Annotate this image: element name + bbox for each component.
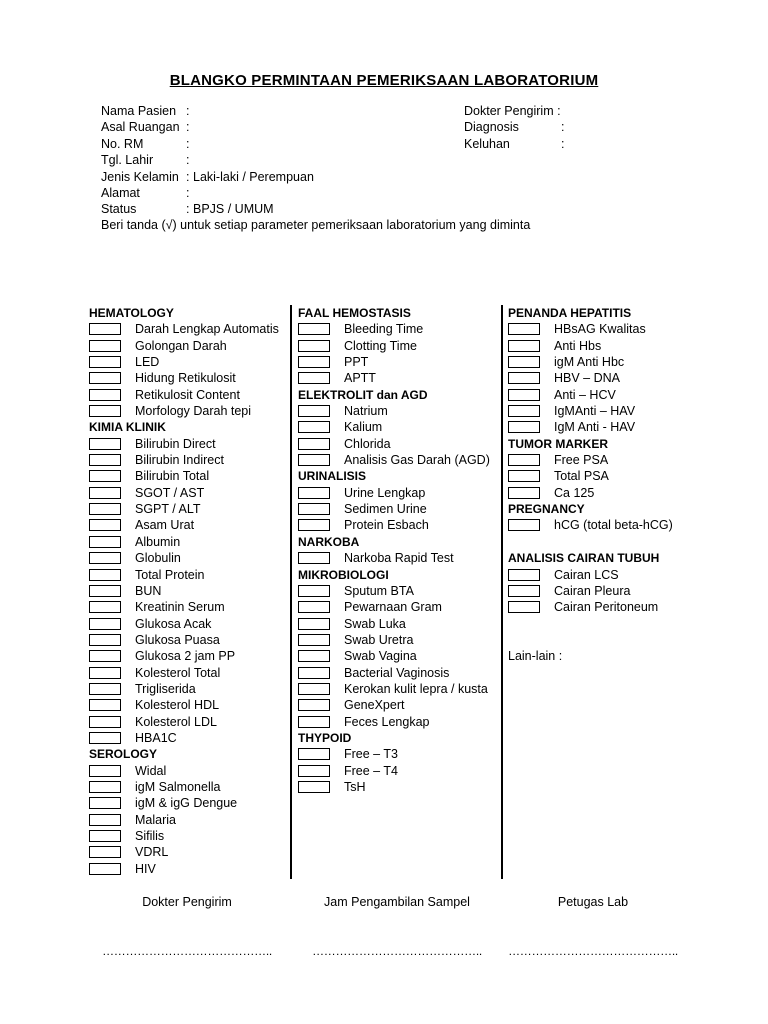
test-item-label: Natrium <box>344 404 388 419</box>
test-item-label: Sputum BTA <box>344 583 414 598</box>
test-item[interactable] <box>508 567 659 583</box>
field-label: Status <box>101 202 137 217</box>
test-item-label: Hidung Retikulosit <box>135 371 236 386</box>
test-item[interactable] <box>298 648 428 664</box>
test-item-label: Kerokan kulit lepra / kusta <box>344 681 488 696</box>
test-checkbox[interactable] <box>298 421 330 433</box>
test-checkbox[interactable] <box>298 699 330 711</box>
test-item-label: Trigliserida <box>135 681 196 696</box>
test-checkbox[interactable] <box>298 356 330 368</box>
field-keluhan[interactable] <box>464 136 565 152</box>
test-checkbox[interactable] <box>89 814 121 826</box>
test-item[interactable] <box>298 436 428 452</box>
test-checkbox[interactable] <box>508 405 540 417</box>
test-item[interactable] <box>89 632 220 648</box>
test-item-label: Free – T4 <box>344 763 398 778</box>
test-checkbox[interactable] <box>298 716 330 728</box>
test-checkbox[interactable] <box>298 585 330 597</box>
test-item[interactable] <box>508 517 673 533</box>
test-item-label: TsH <box>344 779 366 794</box>
test-checkbox[interactable] <box>89 487 121 499</box>
field-colon: : <box>186 185 190 200</box>
test-item-label: HIV <box>135 861 156 876</box>
section-heading: NARKOBA <box>298 534 360 549</box>
field-label: Alamat <box>101 185 140 200</box>
test-item[interactable] <box>89 534 181 550</box>
field-colon: : <box>186 202 190 217</box>
test-item[interactable] <box>89 730 177 746</box>
test-item[interactable] <box>298 501 428 517</box>
test-checkbox[interactable] <box>89 372 121 384</box>
test-item[interactable] <box>508 338 659 354</box>
field-colon: : <box>186 169 190 184</box>
field-label: Asal Ruangan <box>101 120 180 135</box>
signature-label-dokter: Dokter Pengirim <box>142 895 232 909</box>
test-item[interactable] <box>298 632 428 648</box>
test-item-label: Sedimen Urine <box>344 502 427 517</box>
test-item-label: Glukosa Acak <box>135 616 212 631</box>
test-item-label: Cairan Peritoneum <box>554 600 659 615</box>
test-item-label: Albumin <box>135 534 181 549</box>
test-item[interactable] <box>298 485 428 501</box>
field-colon: : <box>186 120 190 135</box>
test-item-label: Cairan LCS <box>554 567 619 582</box>
test-item-label: hCG (total beta-hCG) <box>554 518 673 533</box>
test-item-label: Analisis Gas Darah (AGD) <box>344 453 490 468</box>
test-item-label: igM Salmonella <box>135 779 221 794</box>
test-checkbox[interactable] <box>89 781 121 793</box>
test-item[interactable] <box>89 714 217 730</box>
test-item-label: Free PSA <box>554 453 609 468</box>
test-checkbox[interactable] <box>89 470 121 482</box>
test-item-label: Bacterial Vaginosis <box>344 665 450 680</box>
test-item-label: Sifilis <box>135 829 165 843</box>
test-item-label: Chlorida <box>344 436 391 451</box>
test-checkbox[interactable] <box>89 569 121 581</box>
field-label: Diagnosis <box>464 120 519 135</box>
test-item-label: Total Protein <box>135 567 205 582</box>
test-item-label: Bleeding Time <box>344 322 424 337</box>
test-item[interactable] <box>89 436 216 452</box>
test-item-label: HBV – DNA <box>554 371 620 386</box>
test-checkbox[interactable] <box>89 356 121 368</box>
test-item[interactable] <box>508 419 659 435</box>
test-item-label: Asam Urat <box>135 518 195 533</box>
test-checkbox[interactable] <box>89 846 121 858</box>
test-item-label: Retikulosit Content <box>135 387 240 402</box>
test-item[interactable] <box>298 665 450 681</box>
other-tests-label: Lain-lain : <box>508 649 563 664</box>
field-no-rm[interactable] <box>101 136 190 152</box>
test-checkbox[interactable] <box>89 716 121 728</box>
test-checkbox[interactable] <box>298 438 330 450</box>
instruction-text: Beri tanda (√) untuk setiap parameter pemeriksaan laboratorium yang diminta <box>101 218 531 232</box>
test-item[interactable] <box>508 354 659 370</box>
section-heading: TUMOR MARKER <box>508 436 608 451</box>
test-checkbox[interactable] <box>89 765 121 777</box>
field-label: Jenis Kelamin <box>101 169 179 184</box>
test-checkbox[interactable] <box>89 503 121 515</box>
field-diagnosis[interactable] <box>464 119 565 135</box>
test-checkbox[interactable] <box>298 601 330 613</box>
test-item[interactable] <box>298 746 428 762</box>
test-item[interactable] <box>89 697 220 713</box>
test-item-label: GeneXpert <box>344 698 405 713</box>
test-checkbox[interactable] <box>298 405 330 417</box>
test-item[interactable] <box>298 697 428 713</box>
test-item[interactable] <box>298 517 428 533</box>
section-heading: PENANDA HEPATITIS <box>508 306 632 320</box>
test-item[interactable] <box>89 763 174 779</box>
test-item[interactable] <box>89 599 225 615</box>
test-item-label: Bilirubin Total <box>135 469 210 484</box>
row-spacer <box>508 616 659 632</box>
patient-info-left <box>101 103 314 218</box>
test-item[interactable] <box>89 844 174 860</box>
test-item[interactable] <box>89 338 227 354</box>
test-checkbox[interactable] <box>89 699 121 711</box>
test-checkbox[interactable] <box>89 618 121 630</box>
test-item-label: Glukosa Puasa <box>135 632 220 647</box>
test-checkbox[interactable] <box>89 601 121 613</box>
field-label: Tgl. Lahir <box>101 153 154 168</box>
signature-line-dokter[interactable]: …………………………………….. <box>102 944 272 958</box>
section-heading: HEMATOLOGY <box>89 306 174 320</box>
test-item-label: Malaria <box>135 812 176 827</box>
field-nama-pasien[interactable] <box>101 103 190 119</box>
section-heading: ANALISIS CAIRAN TUBUH <box>508 551 660 566</box>
test-checkbox[interactable] <box>508 421 540 433</box>
test-item-label: Anti – HCV <box>554 387 616 402</box>
test-checkbox[interactable] <box>89 323 121 335</box>
test-item[interactable] <box>508 485 659 501</box>
test-item[interactable] <box>89 321 279 337</box>
test-checkbox[interactable] <box>298 503 330 515</box>
test-item-label: Morfology Darah tepi <box>135 404 252 419</box>
field-label: Keluhan <box>464 136 510 151</box>
field-label: Nama Pasien <box>101 104 177 118</box>
test-item-label: Bilirubin Indirect <box>135 453 224 468</box>
test-checkbox[interactable] <box>298 454 330 466</box>
test-item[interactable] <box>89 550 181 566</box>
test-checkbox[interactable] <box>89 650 121 662</box>
test-item-label: Darah Lengkap Automatis <box>135 322 279 337</box>
test-checkbox[interactable] <box>298 552 330 564</box>
test-item-label: SGPT / ALT <box>135 502 201 517</box>
test-item-label: Golongan Darah <box>135 338 227 353</box>
test-checkbox[interactable] <box>89 438 121 450</box>
test-item[interactable] <box>298 681 488 697</box>
test-checkbox[interactable] <box>508 356 540 368</box>
test-item-label: Clotting Time <box>344 338 417 353</box>
test-checkbox[interactable] <box>89 585 121 597</box>
test-checkbox[interactable] <box>508 487 540 499</box>
test-item-label: Swab Luka <box>344 616 406 631</box>
test-item[interactable] <box>89 665 221 681</box>
test-item-label: Ca 125 <box>554 485 595 500</box>
test-item[interactable] <box>298 338 428 354</box>
test-item[interactable] <box>298 321 428 337</box>
test-checkbox[interactable] <box>89 454 121 466</box>
section-heading: URINALISIS <box>298 469 367 484</box>
test-checkbox[interactable] <box>508 519 540 531</box>
test-item[interactable] <box>298 599 442 615</box>
test-item-label: Kolesterol HDL <box>135 698 220 713</box>
test-checkbox[interactable] <box>508 601 540 613</box>
test-checkbox[interactable] <box>89 340 121 352</box>
section-heading: SEROLOGY <box>89 747 158 762</box>
test-checkbox[interactable] <box>89 683 121 695</box>
test-item[interactable] <box>89 616 212 632</box>
signature-line-jam[interactable]: …………………………………….. <box>312 944 482 958</box>
field-colon: : <box>186 136 190 151</box>
test-item-label: Bilirubin Direct <box>135 436 216 451</box>
test-item-label: IgM Anti - HAV <box>554 420 636 435</box>
test-item[interactable] <box>508 387 659 403</box>
test-checkbox[interactable] <box>298 487 330 499</box>
test-checkbox[interactable] <box>298 683 330 695</box>
test-item[interactable] <box>298 403 428 419</box>
test-item-label: Glukosa 2 jam PP <box>135 649 236 664</box>
test-item-label: Kreatinin Serum <box>135 600 225 615</box>
patient-info-right <box>464 103 565 152</box>
signature-label-petugas: Petugas Lab <box>557 895 629 909</box>
test-checkbox[interactable] <box>89 667 121 679</box>
test-item-label: PPT <box>344 355 369 370</box>
test-checkbox[interactable] <box>298 748 330 760</box>
section-heading: FAAL HEMOSTASIS <box>298 306 411 320</box>
test-item-label: Kolesterol LDL <box>135 714 217 729</box>
test-checkbox[interactable] <box>508 323 540 335</box>
test-item[interactable] <box>508 583 659 599</box>
test-item[interactable] <box>89 403 252 419</box>
test-item[interactable] <box>298 550 454 566</box>
test-item[interactable] <box>298 370 428 386</box>
test-checkbox[interactable] <box>298 781 330 793</box>
test-item[interactable] <box>508 468 659 484</box>
field-value: BPJS / UMUM <box>193 202 274 217</box>
test-item-label: igM Anti Hbc <box>554 355 625 370</box>
test-checkbox[interactable] <box>508 585 540 597</box>
test-item-label: BUN <box>135 583 162 598</box>
test-item[interactable] <box>89 648 236 664</box>
field-value: Laki-laki / Perempuan <box>193 169 314 184</box>
test-checkbox[interactable] <box>298 650 330 662</box>
field-status[interactable] <box>101 201 274 217</box>
test-checkbox[interactable] <box>89 797 121 809</box>
test-item[interactable] <box>298 452 490 468</box>
test-item[interactable] <box>89 795 238 811</box>
test-checkbox[interactable] <box>508 389 540 401</box>
test-checkbox[interactable] <box>508 340 540 352</box>
test-item-label: HBA1C <box>135 730 177 745</box>
test-item[interactable] <box>89 517 195 533</box>
test-checkbox[interactable] <box>508 470 540 482</box>
test-checkbox[interactable] <box>298 634 330 646</box>
test-item[interactable] <box>298 354 428 370</box>
field-asal-ruangan[interactable] <box>101 119 190 135</box>
test-checkbox[interactable] <box>298 618 330 630</box>
field-colon: : <box>561 120 565 135</box>
test-item-label: Kolesterol Total <box>135 665 221 680</box>
test-item[interactable] <box>89 501 201 517</box>
test-item-label: IgMAnti – HAV <box>554 404 636 419</box>
test-item[interactable] <box>508 452 659 468</box>
test-item-label: Feces Lengkap <box>344 714 430 729</box>
test-item-label: Swab Vagina <box>344 649 417 664</box>
test-item[interactable] <box>89 387 240 403</box>
section-heading: MIKROBIOLOGI <box>298 567 389 582</box>
test-checkbox[interactable] <box>89 405 121 417</box>
test-checkbox[interactable] <box>508 372 540 384</box>
test-item[interactable] <box>89 452 224 468</box>
field-dokter-pengirim[interactable] <box>464 103 561 119</box>
test-item[interactable] <box>298 763 428 779</box>
test-item[interactable] <box>89 485 205 501</box>
test-checkbox[interactable] <box>89 519 121 531</box>
test-item[interactable] <box>89 354 174 370</box>
test-item[interactable] <box>89 681 196 697</box>
test-item[interactable] <box>298 779 428 795</box>
section-heading: THYPOID <box>298 730 352 745</box>
field-colon: : <box>186 153 190 168</box>
test-item[interactable] <box>298 714 428 730</box>
test-item-label: Narkoba Rapid Test <box>344 551 454 566</box>
test-checkbox[interactable] <box>298 765 330 777</box>
test-item-label: Anti Hbs <box>554 338 602 353</box>
test-item-label: HBsAG Kwalitas <box>554 322 646 337</box>
section-heading: PREGNANCY <box>508 502 585 517</box>
test-checkbox[interactable] <box>298 372 330 384</box>
test-item-label: VDRL <box>135 845 169 860</box>
test-item-label: Free – T3 <box>344 747 398 762</box>
test-item[interactable] <box>298 616 428 632</box>
test-checkbox[interactable] <box>298 519 330 531</box>
field-label: Dokter Pengirim : <box>464 104 561 118</box>
test-item-label: SGOT / AST <box>135 485 205 500</box>
test-item-label: Pewarnaan Gram <box>344 600 442 615</box>
test-item[interactable] <box>89 861 174 877</box>
column-divider <box>290 305 292 879</box>
test-column-3 <box>508 305 673 665</box>
test-item-label: Protein Esbach <box>344 518 429 533</box>
test-item-label: igM & igG Dengue <box>135 796 238 811</box>
column-divider <box>501 305 503 879</box>
test-item-label: Widal <box>135 763 167 778</box>
test-item-label: Cairan Pleura <box>554 583 631 598</box>
test-checkbox[interactable] <box>89 389 121 401</box>
field-label: No. RM <box>101 136 144 151</box>
signature-label-jam: Jam Pengambilan Sampel <box>324 895 470 909</box>
test-item[interactable] <box>89 583 174 599</box>
test-checkbox[interactable] <box>508 454 540 466</box>
test-item[interactable] <box>89 779 221 795</box>
test-item[interactable] <box>508 370 659 386</box>
test-item[interactable] <box>89 828 174 844</box>
test-checkbox[interactable] <box>89 830 121 842</box>
test-checkbox[interactable] <box>89 732 121 744</box>
field-tgl-lahir[interactable] <box>101 152 190 168</box>
test-column-1 <box>89 305 279 877</box>
test-item[interactable] <box>89 370 236 386</box>
test-item-label: Total PSA <box>554 469 609 484</box>
test-checkbox[interactable] <box>298 323 330 335</box>
test-column-2 <box>298 305 490 795</box>
section-heading: ELEKTROLIT dan AGD <box>298 387 428 402</box>
test-checkbox[interactable] <box>298 340 330 352</box>
test-checkbox[interactable] <box>89 552 121 564</box>
test-item[interactable] <box>89 468 210 484</box>
test-item[interactable] <box>298 583 428 599</box>
test-item-label: Swab Uretra <box>344 632 414 647</box>
test-checkbox[interactable] <box>89 863 121 875</box>
test-item-label: APTT <box>344 371 376 386</box>
section-heading: KIMIA KLINIK <box>89 420 166 435</box>
test-checkbox[interactable] <box>298 667 330 679</box>
field-colon: : <box>186 104 190 118</box>
test-item[interactable] <box>89 567 205 583</box>
test-item[interactable] <box>508 599 659 615</box>
test-item-label: Kalium <box>344 420 383 435</box>
test-item-label: Globulin <box>135 551 181 566</box>
test-item[interactable] <box>508 403 659 419</box>
row-spacer <box>508 632 659 648</box>
test-checkbox[interactable] <box>508 569 540 581</box>
test-item-label: Urine Lengkap <box>344 485 426 500</box>
field-jenis-kelamin[interactable] <box>101 169 314 185</box>
test-item[interactable] <box>508 321 659 337</box>
row-spacer <box>508 534 659 550</box>
test-checkbox[interactable] <box>89 536 121 548</box>
test-item[interactable] <box>89 812 174 828</box>
test-item[interactable] <box>298 419 428 435</box>
form-title: BLANGKO PERMINTAAN PEMERIKSAAN LABORATORIUM <box>169 72 599 89</box>
field-alamat[interactable] <box>101 185 190 201</box>
field-colon: : <box>561 136 565 151</box>
test-checkbox[interactable] <box>89 634 121 646</box>
test-item-label: LED <box>135 355 160 370</box>
signature-line-petugas[interactable]: …………………………………….. <box>508 944 678 958</box>
